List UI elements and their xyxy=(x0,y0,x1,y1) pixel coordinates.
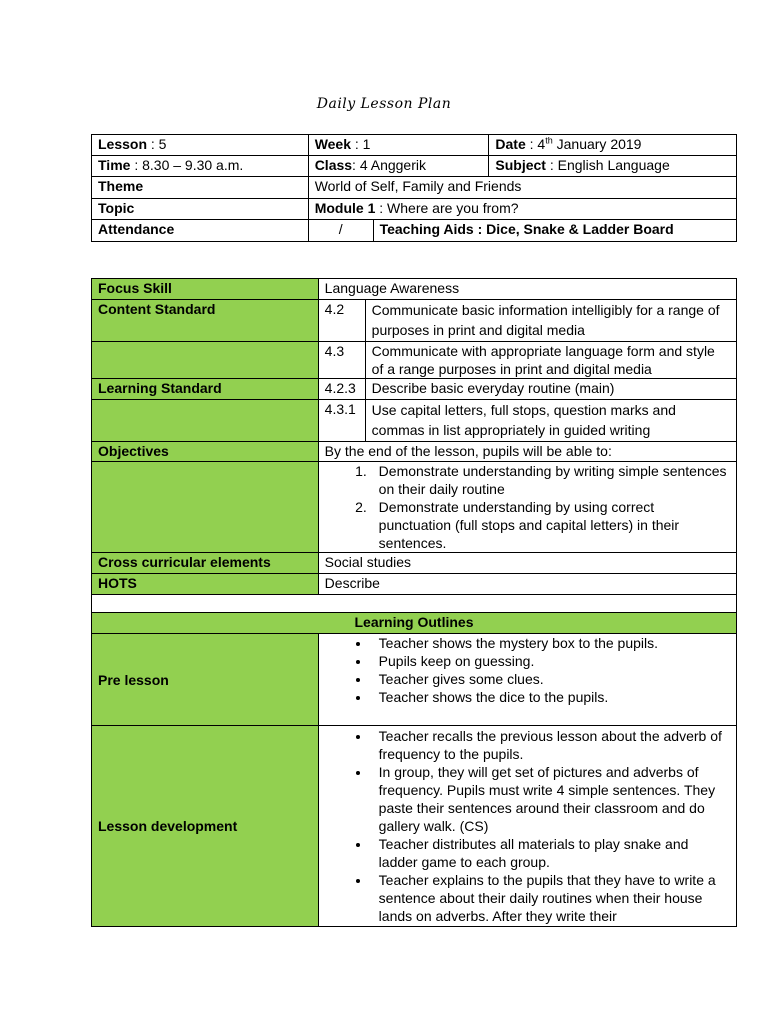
lesson-header-table xyxy=(91,134,737,242)
page-title: Daily Lesson Plan xyxy=(316,96,452,112)
list-item: • Teacher shows the mystery box to the pupils. xyxy=(371,634,730,652)
spacer-row xyxy=(92,595,737,613)
list-item: 2. Demonstrate understanding by using correct punctuation (full stops and capital letters) in their sentences. xyxy=(371,498,730,552)
lesson-development-list xyxy=(325,727,730,925)
lesson-development-label: Lesson development xyxy=(92,726,319,927)
content-standard-label-empty xyxy=(92,342,319,379)
learning-standard-code: 4.3.1 xyxy=(318,400,365,442)
lesson-cell: Lesson : 5 xyxy=(92,135,309,156)
list-item: • Teacher gives some clues. xyxy=(371,670,730,688)
content-standard-code: 4.2 xyxy=(318,300,365,342)
week-cell: Week : 1 xyxy=(308,135,489,156)
pre-lesson-list xyxy=(325,634,730,706)
focus-skill-label: Focus Skill xyxy=(92,279,319,300)
teaching-aids: Teaching Aids : Dice, Snake & Ladder Board xyxy=(373,220,736,242)
content-standard-label: Content Standard xyxy=(92,300,319,342)
cross-curricular-label: Cross curricular elements xyxy=(92,553,319,574)
topic-label: Topic xyxy=(92,199,309,220)
list-item: • In group, they will get set of pictures and adverbs of frequency. Pupils must write 4 simple sentences. They paste their sentences around their classroom and do gallery walk. (CS) xyxy=(371,763,730,835)
pre-lesson-label: Pre lesson xyxy=(92,634,319,726)
list-item: • Teacher recalls the previous lesson about the adverb of frequency to the pupils. xyxy=(371,727,730,763)
list-item: • Teacher shows the dice to the pupils. xyxy=(371,688,730,706)
learning-standard-text: Use capital letters, full stops, question marks and commas in list appropriately in guided writing xyxy=(365,400,736,442)
lesson-development-items xyxy=(318,726,736,927)
hots-label: HOTS xyxy=(92,574,319,595)
objectives-label-empty xyxy=(92,462,319,553)
learning-standard-label: Learning Standard xyxy=(92,379,319,400)
attendance-value: / xyxy=(308,220,373,242)
subject-cell: Subject : English Language xyxy=(489,156,737,177)
learning-standard-label-empty xyxy=(92,400,319,442)
content-standard-text: Communicate basic information intelligibly for a range of purposes in print and digital media xyxy=(365,300,736,342)
hots-value: Describe xyxy=(318,574,736,595)
objectives-label: Objectives xyxy=(92,442,319,462)
class-cell: Class: 4 Anggerik xyxy=(308,156,489,177)
topic-value: Module 1 : Where are you from? xyxy=(308,199,736,220)
lesson-plan-table xyxy=(91,278,737,927)
learning-outlines-header: Learning Outlines xyxy=(92,613,737,634)
content-standard-code: 4.3 xyxy=(318,342,365,379)
attendance-label: Attendance xyxy=(92,220,309,242)
theme-value: World of Self, Family and Friends xyxy=(308,177,736,199)
objectives-list-cell xyxy=(318,462,736,553)
learning-standard-text: Describe basic everyday routine (main) xyxy=(365,379,736,400)
objectives-list xyxy=(325,462,730,552)
objectives-intro: By the end of the lesson, pupils will be able to: xyxy=(318,442,736,462)
list-item: • Teacher distributes all materials to play snake and ladder game to each group. xyxy=(371,835,730,871)
date-cell: Date : 4th January 2019 xyxy=(489,135,737,156)
list-item: • Teacher explains to the pupils that they have to write a sentence about their daily routines when their house lands on adverbs. After they write their xyxy=(371,871,730,925)
list-item: • Pupils keep on guessing. xyxy=(371,652,730,670)
theme-label: Theme xyxy=(92,177,309,199)
time-cell: Time : 8.30 – 9.30 a.m. xyxy=(92,156,309,177)
cross-curricular-value: Social studies xyxy=(318,553,736,574)
pre-lesson-items xyxy=(318,634,736,726)
content-standard-text: Communicate with appropriate language form and style of a range purposes in print and digital media xyxy=(365,342,736,379)
list-item: 1. Demonstrate understanding by writing simple sentences on their daily routine xyxy=(371,462,730,498)
learning-standard-code: 4.2.3 xyxy=(318,379,365,400)
focus-skill-value: Language Awareness xyxy=(318,279,736,300)
